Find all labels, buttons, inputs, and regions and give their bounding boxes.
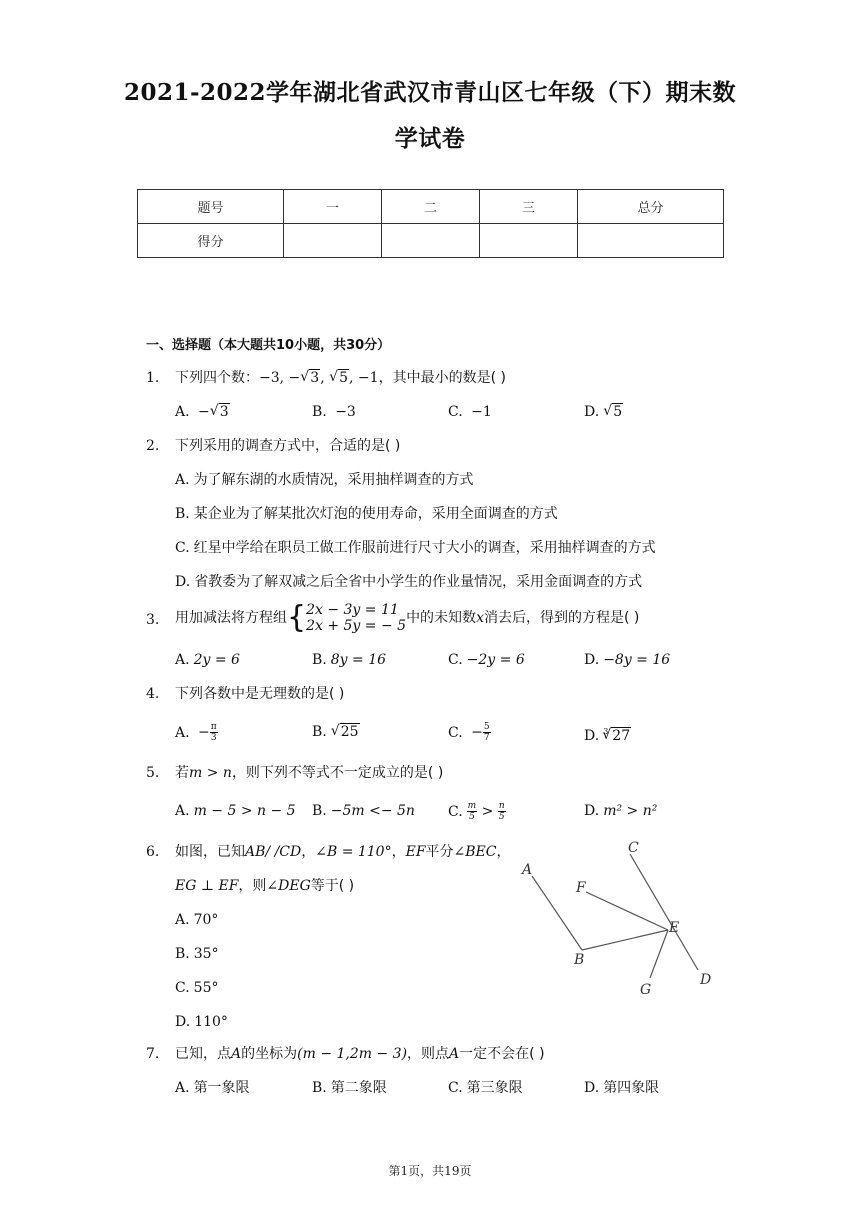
q1-option-d[interactable] bbox=[584, 402, 623, 422]
score-table-header-row bbox=[138, 190, 724, 224]
stem-math: EF bbox=[405, 844, 426, 860]
option-math: − bbox=[193, 404, 210, 420]
option-label: B. bbox=[312, 404, 327, 420]
option-math: −8y = 16 bbox=[603, 652, 671, 668]
stem-text: ，其中最小的数是( ) bbox=[378, 370, 506, 386]
label-e: E bbox=[669, 920, 680, 936]
stem-text: 若 bbox=[175, 765, 189, 781]
stem-math: ∠B = 110° bbox=[315, 844, 392, 860]
radicand: 5 bbox=[613, 404, 623, 420]
q3-option-c[interactable] bbox=[448, 650, 525, 670]
option-text: 35° bbox=[193, 946, 219, 962]
question-stem bbox=[175, 368, 506, 388]
option-text: 第二象限 bbox=[330, 1080, 387, 1096]
sqrt-symbol bbox=[210, 402, 230, 422]
math-part: −3, − bbox=[259, 370, 301, 386]
question-stem bbox=[175, 1044, 545, 1064]
option-label: A. bbox=[175, 404, 190, 420]
line-eg bbox=[650, 930, 668, 978]
cube-root-symbol bbox=[602, 726, 631, 746]
stem-text: ， bbox=[496, 844, 511, 860]
option-text: 110° bbox=[194, 1014, 228, 1030]
header-cell-section-1: 一 bbox=[284, 190, 382, 224]
question-number: 6. bbox=[146, 844, 160, 860]
option-label: C. bbox=[448, 724, 463, 741]
stem-text: 平分 bbox=[425, 844, 454, 860]
stem-variable: A bbox=[449, 1046, 460, 1062]
q5-option-d[interactable] bbox=[584, 801, 657, 821]
q3-option-d[interactable] bbox=[584, 650, 670, 670]
option-text: 第三象限 bbox=[466, 1080, 523, 1096]
stem-variable: x bbox=[476, 610, 484, 626]
option-label: C. bbox=[448, 803, 463, 820]
sqrt-symbol bbox=[603, 402, 623, 422]
score-table bbox=[137, 189, 724, 258]
q6-option-c[interactable] bbox=[175, 978, 219, 998]
stem-math: m > n bbox=[189, 765, 232, 781]
stem-text: 中的未知数 bbox=[406, 610, 477, 626]
stem-text: 用加减法将方程组 bbox=[175, 610, 287, 626]
radicand: 25 bbox=[340, 724, 359, 740]
option-label: B. bbox=[312, 724, 327, 740]
q6-option-d[interactable] bbox=[175, 1012, 228, 1032]
question-stem bbox=[175, 763, 443, 783]
header-cell-section-3: 三 bbox=[480, 190, 578, 224]
numerator: π bbox=[210, 722, 217, 732]
option-label: C. bbox=[448, 652, 463, 668]
q7-option-a[interactable] bbox=[175, 1078, 250, 1098]
q2-option-c[interactable] bbox=[175, 538, 656, 558]
title-line-2: 学试卷 bbox=[394, 125, 466, 152]
stem-text: 等于( ) bbox=[310, 878, 355, 894]
q1-option-b[interactable] bbox=[312, 402, 356, 422]
brace-symbol: { bbox=[287, 600, 307, 635]
q4-option-a[interactable] bbox=[175, 722, 218, 743]
page-footer: 第1页，共19页 bbox=[388, 1164, 472, 1178]
option-label: B. bbox=[312, 803, 327, 819]
option-label: A. bbox=[175, 803, 190, 819]
radicand: 3 bbox=[219, 404, 229, 420]
numerator: 5 bbox=[483, 722, 490, 732]
q4-option-d[interactable] bbox=[584, 722, 631, 746]
option-text: 为了解东湖的水质情况，采用抽样调查的方式 bbox=[193, 472, 474, 488]
stem-text: ，则下列不等式不一定成立的是( ) bbox=[231, 765, 444, 781]
option-label: D. bbox=[175, 574, 191, 590]
q2-option-b[interactable] bbox=[175, 504, 558, 524]
stem-text: ， bbox=[301, 844, 316, 860]
stem-text: 下列四个数： bbox=[175, 370, 259, 386]
stem-text: 如图，已知 bbox=[175, 844, 245, 860]
option-text: 红星中学给在职员工做工作服前进行尺寸大小的调查，采用抽样调查的方式 bbox=[193, 540, 656, 556]
q7-option-c[interactable] bbox=[448, 1078, 523, 1098]
option-label: B. bbox=[175, 506, 190, 522]
stem-text: 已知，点 bbox=[175, 1046, 231, 1062]
option-label: D. bbox=[584, 1080, 600, 1096]
option-math: 8y = 16 bbox=[330, 652, 387, 668]
question-number: 1. bbox=[146, 370, 160, 386]
stem-math: (m − 1,2m − 3) bbox=[297, 1046, 408, 1062]
option-label: A. bbox=[175, 912, 190, 928]
option-label: A. bbox=[175, 652, 190, 668]
equation-system bbox=[287, 602, 406, 634]
denominator: 5 bbox=[469, 812, 475, 822]
line-ab bbox=[532, 876, 582, 950]
score-table-score-row bbox=[138, 224, 724, 258]
option-math: 2y = 6 bbox=[193, 652, 240, 668]
denominator: 7 bbox=[483, 733, 490, 743]
q3-option-b[interactable] bbox=[312, 650, 386, 670]
equation-1: 2x − 3y = 11 bbox=[306, 602, 399, 618]
option-math: −3 bbox=[330, 404, 356, 420]
question-stem: 下列采用的调查方式中，合适的是( ) bbox=[175, 438, 401, 454]
option-text: 55° bbox=[193, 980, 219, 996]
question-stem: 下列各数中是无理数的是( ) bbox=[175, 686, 345, 702]
stem-text: 消去后，得到的方程是( ) bbox=[483, 610, 640, 626]
exam-title bbox=[80, 70, 780, 162]
q6-option-b[interactable] bbox=[175, 944, 219, 964]
equation-2: 2x + 5y = − 5 bbox=[306, 618, 407, 634]
label-b: B bbox=[574, 952, 585, 968]
option-label: D. bbox=[584, 404, 600, 420]
option-math: m² > n² bbox=[603, 803, 658, 819]
label-f: F bbox=[576, 880, 586, 896]
q2-option-a[interactable] bbox=[175, 470, 474, 490]
option-label: C. bbox=[448, 1080, 463, 1096]
math-part: , −1 bbox=[349, 370, 379, 386]
stem-variable: A bbox=[231, 1046, 242, 1062]
q5-option-c[interactable] bbox=[448, 801, 506, 822]
option-label: B. bbox=[312, 652, 327, 668]
label-d: D bbox=[700, 972, 712, 988]
score-row-label: 得分 bbox=[138, 224, 284, 258]
option-text: 省教委为了解双减之后全省中小学生的作业量情况，采用金面调查的方式 bbox=[194, 574, 643, 590]
fraction bbox=[498, 801, 506, 822]
q7-option-d[interactable] bbox=[584, 1078, 659, 1098]
stem-text: 一定不会在( ) bbox=[459, 1046, 545, 1062]
fraction bbox=[210, 722, 218, 743]
root-index: 3 bbox=[603, 727, 609, 736]
option-sign: − bbox=[193, 724, 210, 741]
score-cell-total[interactable] bbox=[578, 224, 724, 258]
question-stem-line-2 bbox=[175, 876, 354, 896]
option-label: B. bbox=[312, 1080, 327, 1096]
option-label: A. bbox=[175, 1080, 190, 1096]
label-a: A bbox=[522, 862, 533, 878]
score-cell-1[interactable] bbox=[284, 224, 382, 258]
question-number: 3. bbox=[146, 612, 160, 628]
score-cell-3[interactable] bbox=[480, 224, 578, 258]
question-number: 2. bbox=[146, 438, 160, 454]
line-cd bbox=[630, 854, 698, 970]
question-number: 4. bbox=[146, 686, 160, 702]
stem-math bbox=[259, 370, 379, 386]
q1-option-c[interactable] bbox=[448, 402, 492, 422]
option-text: 第一象限 bbox=[193, 1080, 250, 1096]
q5-option-a[interactable] bbox=[175, 801, 296, 821]
option-math: −2y = 6 bbox=[466, 652, 525, 668]
option-label: D. bbox=[584, 728, 600, 744]
title-line-1: 2021-2022学年湖北省武汉市青山区七年级（下）期末数 bbox=[123, 79, 737, 106]
header-cell-question-no: 题号 bbox=[138, 190, 284, 224]
q2-option-d[interactable] bbox=[175, 572, 642, 592]
q4-option-b[interactable] bbox=[312, 722, 360, 742]
option-math: −5m <− 5n bbox=[330, 803, 415, 819]
sqrt-symbol bbox=[329, 368, 349, 388]
option-math: −1 bbox=[466, 404, 492, 420]
option-label: C. bbox=[448, 404, 463, 420]
option-label: C. bbox=[175, 980, 190, 996]
option-label: D. bbox=[584, 803, 600, 819]
stem-math: AB/ /CD bbox=[245, 844, 302, 860]
question-number: 7. bbox=[146, 1046, 160, 1062]
stem-math: ∠DEG bbox=[266, 878, 311, 894]
denominator: 3 bbox=[210, 733, 217, 743]
option-text: 70° bbox=[193, 912, 219, 928]
question-stem-line-1 bbox=[175, 842, 510, 862]
option-sign: − bbox=[466, 724, 483, 741]
label-g: G bbox=[640, 982, 652, 998]
numerator: n bbox=[498, 801, 505, 811]
option-label: A. bbox=[175, 724, 190, 741]
option-label: A. bbox=[175, 472, 190, 488]
header-cell-section-2: 二 bbox=[382, 190, 480, 224]
stem-text: ， bbox=[391, 844, 406, 860]
option-label: B. bbox=[175, 946, 190, 962]
question-stem bbox=[175, 602, 639, 634]
label-c: C bbox=[628, 840, 639, 856]
option-label: D. bbox=[175, 1014, 191, 1030]
q5-option-b[interactable] bbox=[312, 801, 415, 821]
sqrt-symbol bbox=[331, 722, 360, 742]
option-math: m − 5 > n − 5 bbox=[193, 803, 296, 819]
section-heading: 一、选择题（本大题共10小题，共30分） bbox=[146, 338, 391, 353]
option-text: 某企业为了解某批次灯泡的使用寿命，采用全面调查的方式 bbox=[193, 506, 558, 522]
numerator: m bbox=[467, 801, 477, 811]
radicand: 3 bbox=[310, 370, 320, 386]
q3-option-a[interactable] bbox=[175, 650, 240, 670]
fraction bbox=[467, 801, 478, 822]
radicand: 5 bbox=[339, 370, 349, 386]
option-label: D. bbox=[584, 652, 600, 668]
stem-math: EG ⊥ EF bbox=[175, 878, 239, 894]
stem-text: ，则点 bbox=[407, 1046, 450, 1062]
q6-option-a[interactable] bbox=[175, 910, 218, 930]
sqrt-symbol bbox=[300, 368, 320, 388]
fraction bbox=[483, 722, 491, 743]
line-be bbox=[582, 930, 668, 950]
option-text: 第四象限 bbox=[603, 1080, 660, 1096]
stem-text: ，则 bbox=[238, 878, 267, 894]
radicand: 27 bbox=[612, 728, 631, 744]
option-operator: > bbox=[477, 803, 498, 820]
denominator: 5 bbox=[498, 812, 505, 822]
option-label: C. bbox=[175, 540, 190, 556]
q1-option-a[interactable] bbox=[175, 402, 230, 422]
equation-lines bbox=[306, 602, 406, 634]
stem-text: 的坐标为 bbox=[241, 1046, 298, 1062]
math-part: , bbox=[320, 370, 330, 386]
q7-option-b[interactable] bbox=[312, 1078, 387, 1098]
score-cell-2[interactable] bbox=[382, 224, 480, 258]
stem-math: ∠BEC bbox=[453, 844, 497, 860]
header-cell-total: 总分 bbox=[578, 190, 724, 224]
q4-option-c[interactable] bbox=[448, 722, 491, 743]
geometry-figure bbox=[518, 838, 718, 1000]
question-number: 5. bbox=[146, 765, 160, 781]
